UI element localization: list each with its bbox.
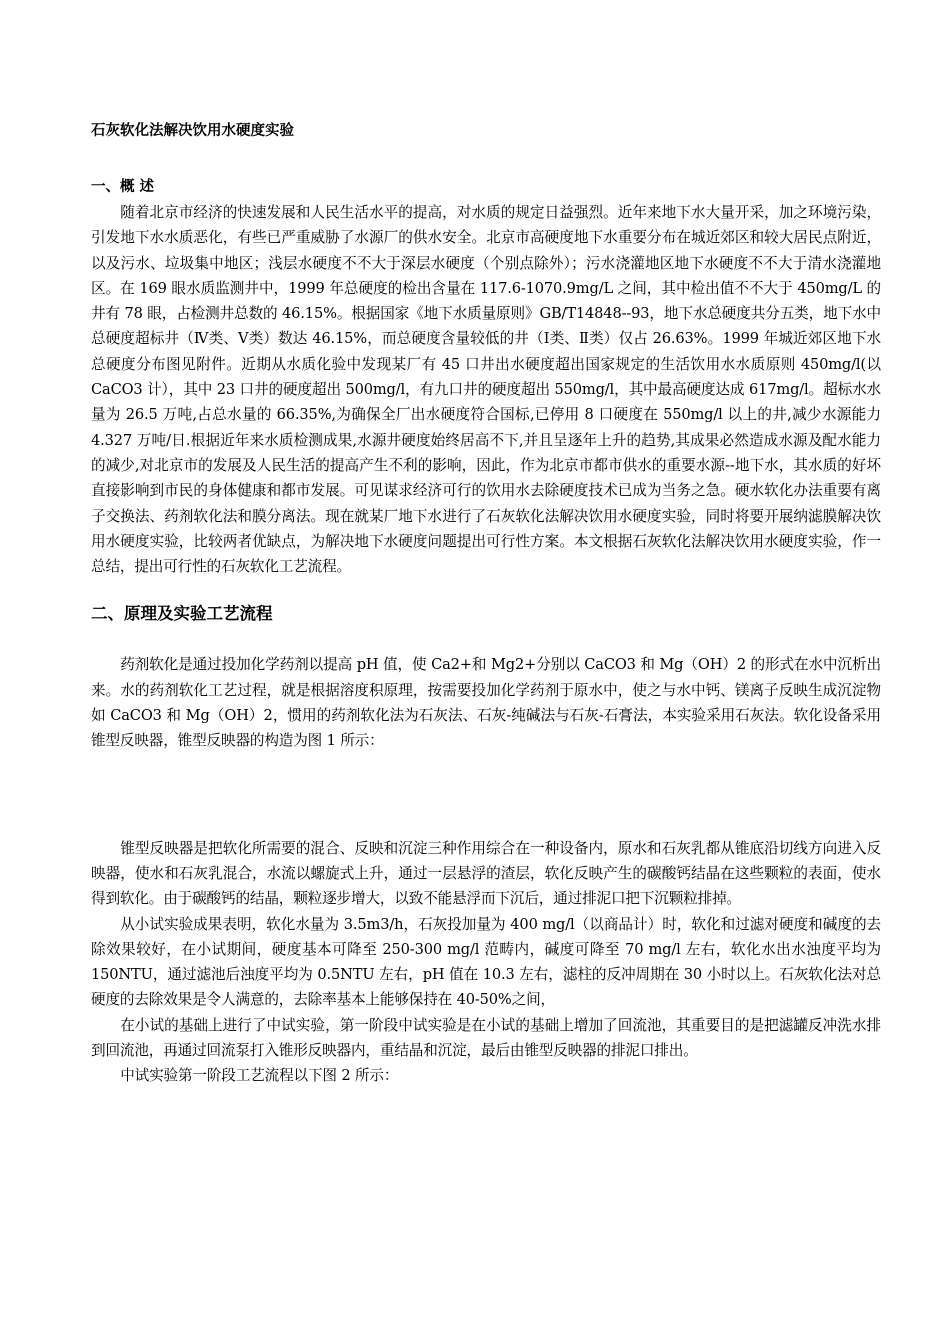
document-title: 石灰软化法解决饮用水硬度实验: [91, 123, 294, 139]
section-2-paragraph-5: 中试实验第一阶段工艺流程以下图 2 所示：: [120, 1067, 399, 1085]
section-2-paragraph-3: 从小试实验成果表明，软化水量为 3.5m3/h，石灰投加量为 400 mg/l（以商品计）时，软化和过滤对硬度和碱度的去除效果较好，在小试期间，硬度基本可降至 250-300 mg/l 范畴内，碱度可降至 70 mg/l 左右，软化水出水浊度平均为 150NTU，通过滤池后浊度平均为 0.5NTU 左右，pH 值在 10.3 左右，滤柱的反冲周期在 30 小时以上。石灰软化法对总硬度的去除效果是令人满意的，去除率基本上能够保持在 40-50%之间，: [91, 915, 881, 1009]
section-2-paragraph-2: 锥型反映器是把软化所需要的混合、反映和沉淀三种作用综合在一种设备内，原水和石灰乳都从锥底沿切线方向进入反映器，使水和石灰乳混合，水流以螺旋式上升，通过一层悬浮的渣层，软化反映产生的碳酸钙结晶在这些颗粒的表面，使水得到软化。由于碳酸钙的结晶，颗粒逐步增大，以致不能悬浮而下沉后，通过排泥口把下沉颗粒排掉。: [91, 839, 881, 908]
section-2-heading: 二、原理及实验工艺流程: [91, 604, 273, 624]
section-2-paragraph-4: 在小试的基础上进行了中试实验，第一阶段中试实验是在小试的基础上增加了回流池，其重要目的是把滤罐反冲洗水排到回流池，再通过回流泵打入锥形反映器内，重结晶和沉淀，最后由锥型反映器的排泥口排出。: [91, 1016, 881, 1060]
section-1-paragraph-1: 随着北京市经济的快速发展和人民生活水平的提高，对水质的规定日益强烈。近年来地下水大量开采，加之环境污染，引发地下水水质恶化，有些已严重威胁了水源厂的供水安全。北京市高硬度地下水重要分布在城近郊区和较大居民点附近，以及污水、垃圾集中地区；浅层水硬度不不大于深层水硬度（个别点除外）；污水浇灌地区地下水硬度不不大于清水浇灌地区。在 169 眼水质监测井中，1999 年总硬度的检出含量在 117.6-1070.9mg/L 之间，其中检出值不不大于 450mg/L 的井有 78 眼，占检测井总数的 46.15%。根据国家《地下水质量原则》GB/T14848--93，地下水总硬度共分五类，地下水中总硬度超标井（Ⅳ类、Ⅴ类）数达 46.15%，而总硬度含量较低的井（Ⅰ类、Ⅱ类）仅占 26.63%。1999 年城近郊区地下水总硬度分布图见附件。近期从水质化验中发现某厂有 45 口井出水硬度超出国家规定的生活饮用水水质原则 450mg/l(以 CaCO3 计），其中 23 口井的硬度超出 500mg/l，有九口井的硬度超出 550mg/l，其中最高硬度达成 617mg/l。超标水水量为 26.5 万吨,占总水量的 66.35%,为确保全厂出水硬度符合国标,已停用 8 口硬度在 550mg/l 以上的井,减少水源能力 4.327 万吨/日.根据近年来水质检测成果,水源井硬度始终居高不下,并且呈逐年上升的趋势,其成果必然造成水源及配水能力的减少,对北京市的发展及人民生活的提高产生不利的影响，因此，作为北京市都市供水的重要水源--地下水，其水质的好坏直接影响到市民的身体健康和都市发展。可见谋求经济可行的饮用水去除硬度技术已成为当务之急。硬水软化办法重要有离子交换法、药剂软化法和膜分离法。现在就某厂地下水进行了石灰软化法解决饮用水硬度实验，同时将要开展纳滤膜解决饮用水硬度实验，比较两者优缺点，为解决地下水硬度问题提出可行性方案。本文根据石灰软化法解决饮用水硬度实验，作一总结，提出可行性的石灰软化工艺流程。: [91, 204, 881, 576]
section-1-heading: 一、概 述: [91, 179, 155, 195]
document-page: [91, 118, 881, 1089]
section-2-paragraph-1: 药剂软化是通过投加化学药剂以提高 pH 值，使 Ca2+和 Mg2+分别以 CaCO3 和 Mg（OH）2 的形式在水中沉析出来。水的药剂软化工艺过程，就是根据溶度积原理，按需要投加化学药剂于原水中，使之与水中钙、镁离子反映生成沉淀物如 CaCO3 和 Mg（OH）2，惯用的药剂软化法为石灰法、石灰-纯碱法与石灰-石膏法，本实验采用石灰法。软化设备采用锥型反映器，锥型反映器的构造为图 1 所示：: [91, 656, 881, 750]
figure-1-placeholder: [91, 754, 881, 836]
